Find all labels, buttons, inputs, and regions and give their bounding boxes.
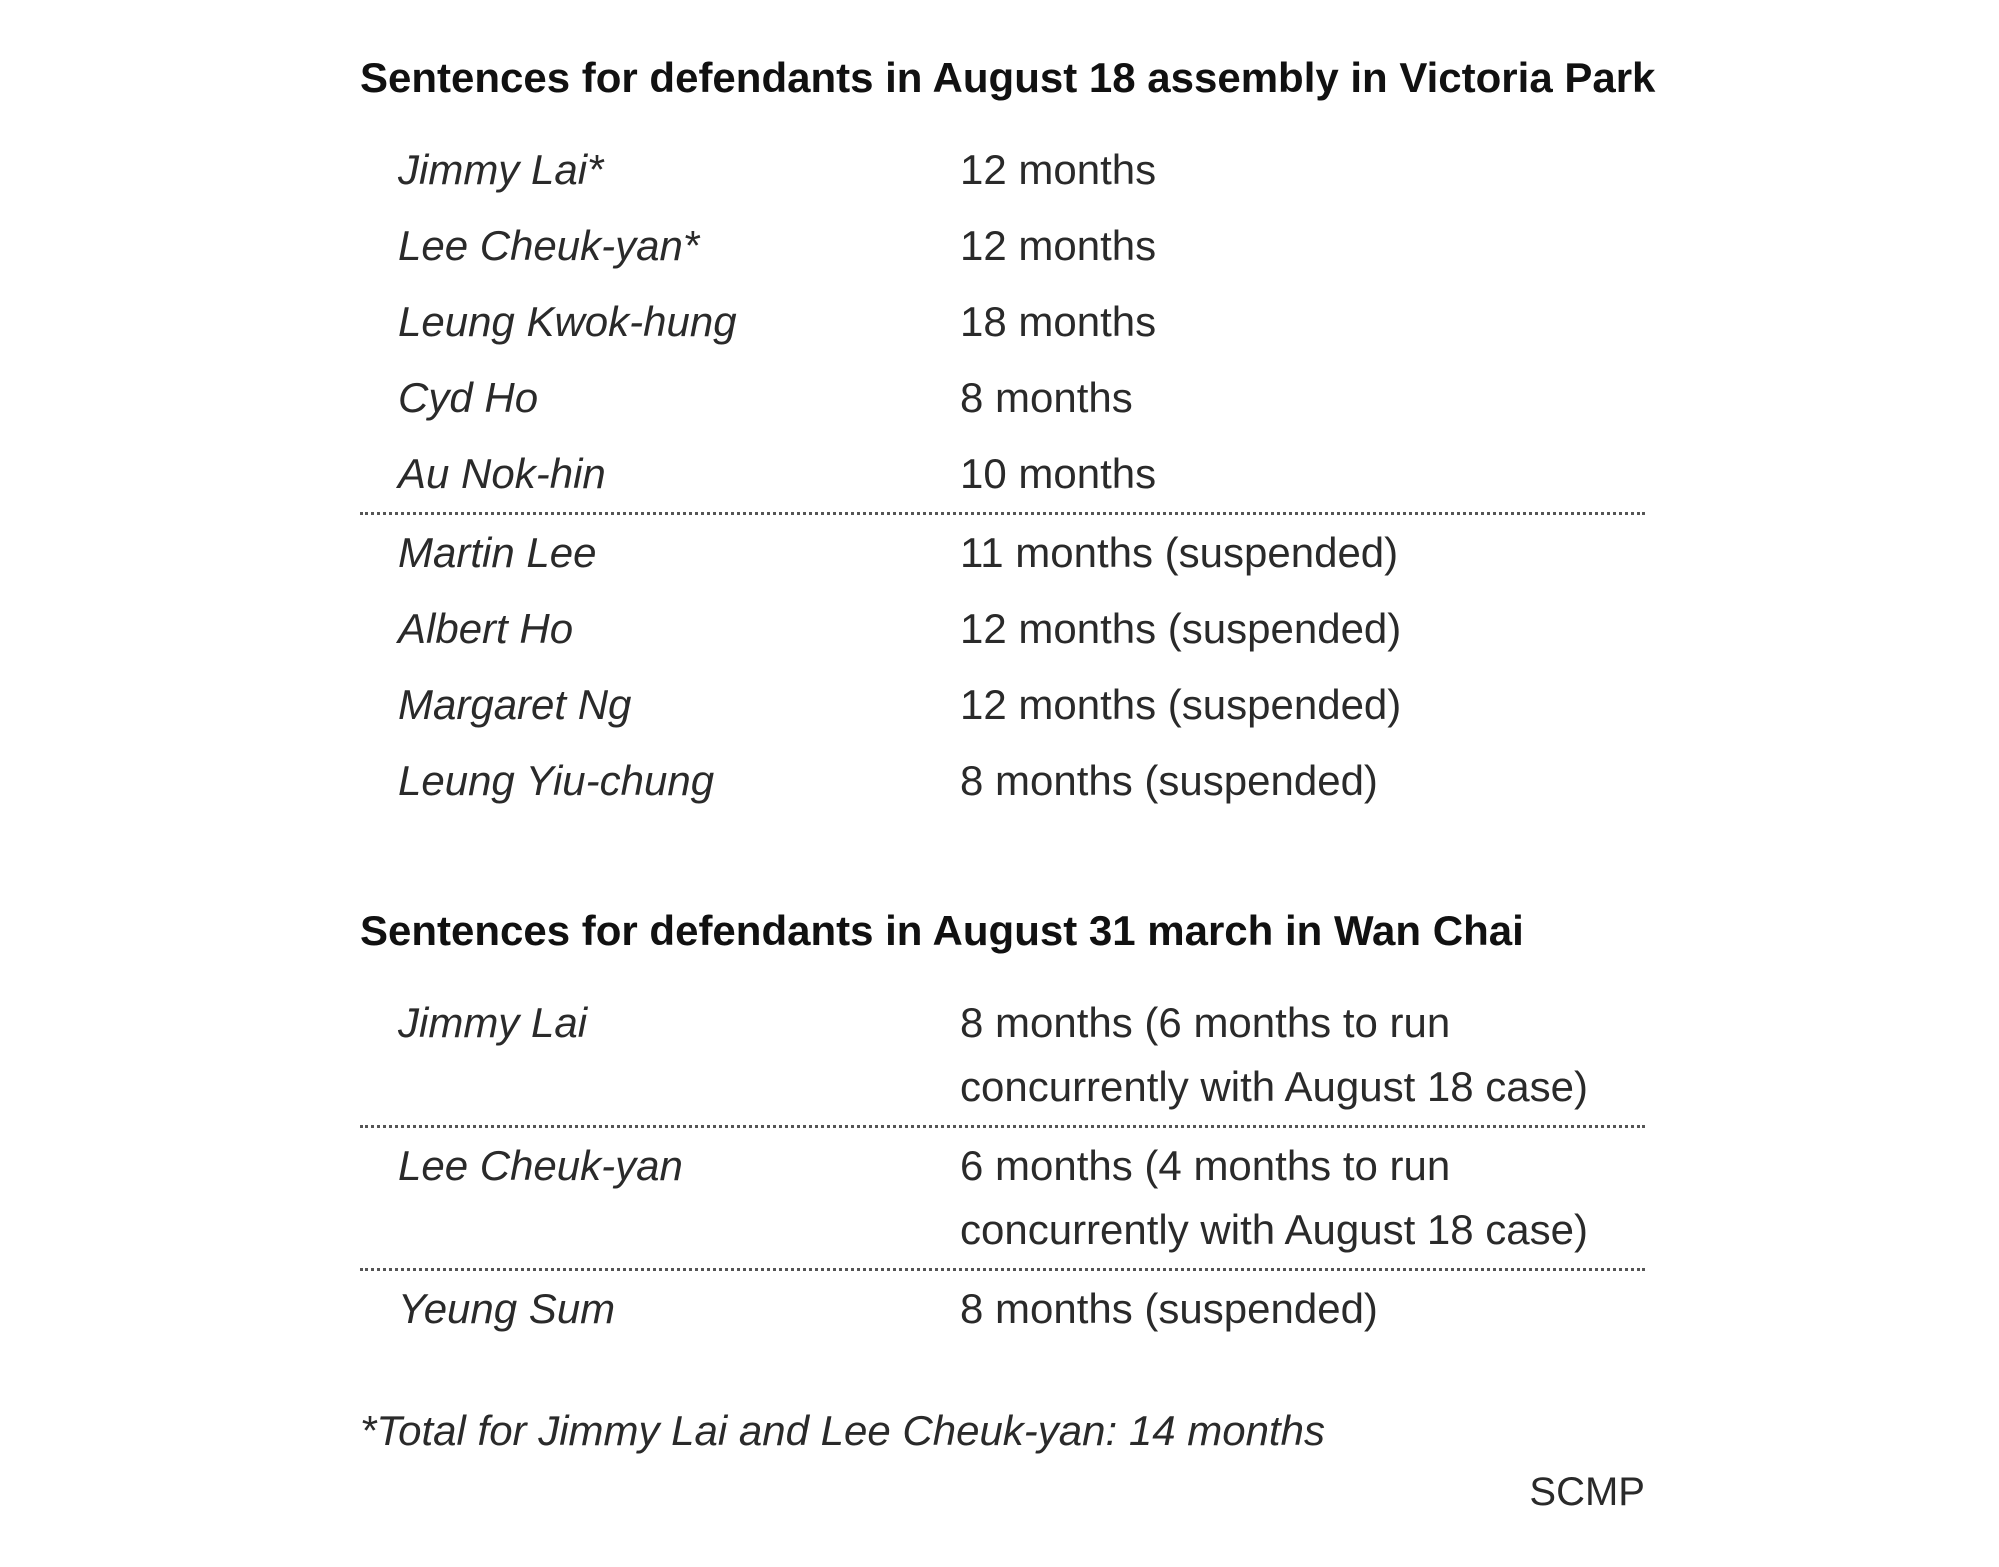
defendant-name: Leung Kwok-hung: [398, 298, 737, 345]
victoria-park-rows: [360, 116, 1645, 819]
defendant-name: Yeung Sum: [398, 1285, 616, 1332]
defendant-name: Au Nok-hin: [398, 450, 606, 497]
section-title-victoria-park: Sentences for defendants in August 18 assembly in Victoria Park: [360, 54, 1656, 101]
defendant-name: Margaret Ng: [398, 681, 632, 728]
defendant-name: Jimmy Lai: [398, 999, 588, 1046]
sentences-table: [360, 40, 1656, 1514]
sentence-term: [960, 985, 1645, 1119]
defendant-name: Lee Cheuk-yan*: [398, 222, 700, 269]
wan-chai-rows: [360, 969, 1645, 1347]
table-row: [360, 1128, 1645, 1262]
table-row: [360, 1271, 1645, 1347]
defendant-name: Jimmy Lai*: [398, 146, 604, 193]
table-row: [360, 284, 1645, 360]
sentence-term-line: concurrently with August 18 case): [960, 1063, 1588, 1110]
section-title-wan-chai: Sentences for defendants in August 31 march in Wan Chai: [360, 907, 1524, 954]
defendant-name: Lee Cheuk-yan: [398, 1142, 683, 1189]
table-row: [360, 132, 1645, 208]
defendant-name: Albert Ho: [398, 605, 574, 652]
sentence-term: 8 months (suspended): [960, 1285, 1378, 1332]
sentence-term-line: 8 months (6 months to run: [960, 999, 1451, 1046]
sentence-term: 12 months: [960, 222, 1157, 269]
sentence-term: 8 months: [960, 374, 1133, 421]
sentence-term-line: 6 months (4 months to run: [960, 1142, 1451, 1189]
sentence-term: 18 months: [960, 298, 1157, 345]
table-row: [360, 743, 1645, 819]
sentence-term: 12 months (suspended): [960, 605, 1402, 652]
defendant-name: Leung Yiu-chung: [398, 757, 715, 804]
table-row: [360, 985, 1645, 1119]
sentence-term: 10 months: [960, 450, 1157, 497]
section-spacer: [360, 819, 1645, 893]
sentence-term: 8 months (suspended): [960, 757, 1378, 804]
sentence-term: 12 months (suspended): [960, 681, 1402, 728]
sentence-term: 11 months (suspended): [960, 529, 1399, 576]
sentence-term: [960, 1128, 1645, 1262]
table-row: [360, 591, 1645, 667]
defendant-name: Martin Lee: [398, 529, 597, 576]
table-row: [360, 515, 1645, 591]
source-credit: SCMP: [1529, 1470, 1645, 1514]
defendant-name: Cyd Ho: [398, 374, 539, 421]
footnote: *Total for Jimmy Lai and Lee Cheuk-yan: 14 months: [360, 1407, 1325, 1454]
table-row: [360, 436, 1645, 512]
table-row: [360, 360, 1645, 436]
table-row: [360, 208, 1645, 284]
table-row: [360, 667, 1645, 743]
sentence-term: 12 months: [960, 146, 1157, 193]
sentence-term-line: concurrently with August 18 case): [960, 1206, 1588, 1253]
